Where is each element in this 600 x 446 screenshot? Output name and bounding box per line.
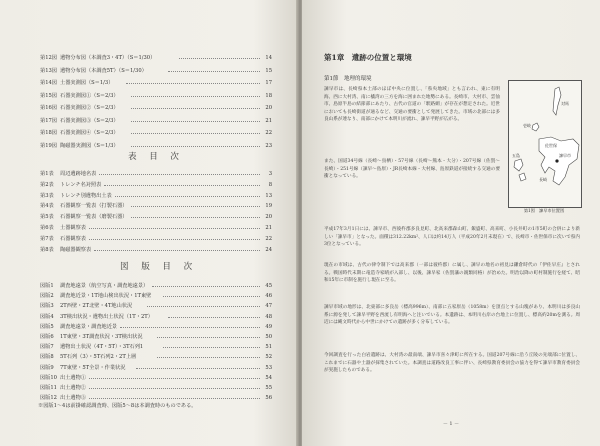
- isahaya-marker: [555, 159, 558, 162]
- toc-number: 図版1: [40, 283, 54, 289]
- leader-dots: [89, 398, 261, 399]
- map-label-goto: 五島: [512, 153, 520, 158]
- toc-text: 石器実測図③（S＝2/3）: [60, 117, 119, 124]
- toc-page: 17: [265, 80, 272, 86]
- leader-dots: [163, 296, 260, 297]
- toc-row: [40, 282, 272, 290]
- toc-row: [40, 142, 272, 150]
- toc-page: 56: [265, 395, 272, 402]
- toc-text: 周辺遺跡地名表: [60, 171, 97, 177]
- toc-text: 出土遺物②: [60, 385, 86, 391]
- chapter-title: 第1章 遺跡の位置と環境: [324, 53, 412, 62]
- leader-dots: [131, 133, 260, 134]
- toc-number: 図版11: [40, 385, 57, 391]
- toc-row: [40, 192, 272, 200]
- toc-text: 石器観察表: [60, 235, 86, 242]
- toc-text: 陶磁器観察表: [60, 246, 92, 253]
- leader-dots: [89, 388, 261, 389]
- toc-number: 図版12: [40, 395, 57, 402]
- map-label-isahaya: 諫早市: [559, 153, 571, 158]
- toc-page: 13: [265, 192, 272, 199]
- map-label-iki: 壱岐: [523, 123, 531, 128]
- toc-row: [40, 292, 272, 300]
- toc-number: 図版9: [40, 364, 54, 371]
- paragraph-6: 今回調査を行った白岩遺跡は、大村湾の最南端、諫早市喜々津町に所在する。国道207号線に沿う丘陵の先端部に位置し、これまでに石器や土器が採集されていた。本調査は道路改良工事に伴い、長崎県教育委員会の協力を得て諫早市教育委員会が実施したものである。: [324, 353, 580, 374]
- toc-number: 第7表: [40, 235, 54, 242]
- map-caption: 第1図 諫早市位置図: [523, 208, 565, 213]
- toc-page: 46: [265, 293, 272, 300]
- toc-number: 図版10: [40, 374, 57, 381]
- toc-text: 調査地遠景・調査地近景: [60, 323, 118, 330]
- toc-row: [40, 67, 272, 75]
- toc-page: 18: [265, 92, 272, 99]
- leader-dots: [179, 58, 260, 59]
- paragraph-4: 現在の市域は、古代の律令制下では高来郡（一部は彼杵郡）に属し、諫早の地名の初見は鎌倉時代の『伊佐早庄』とされる。戦国時代末期に竜造寺家晴が入部し、以後、諫早家（佐賀藩の親類同格）が治めた。明治以降の町村制施行を経て、昭和15年に市制を施行し現在に至る。: [324, 263, 580, 284]
- toc-number: 第1表: [40, 171, 54, 177]
- toc-page: 47: [265, 303, 272, 310]
- toc-row: [40, 181, 272, 189]
- toc-text: トレンチ名対照表: [60, 181, 102, 188]
- toc-number: 図版8: [40, 354, 54, 361]
- toc-text: 7T東壁・5T全景・作業状況: [60, 364, 126, 371]
- toc-page: 50: [265, 334, 272, 340]
- toc-text: 陶磁器実測図（S＝1/3）: [60, 142, 119, 149]
- leader-dots: [131, 121, 260, 122]
- toc-text: 3T検出状況・遺物出土状況（1T・2T）: [60, 313, 153, 320]
- toc-number: 第16図: [40, 105, 57, 111]
- toc-text: 遺物分布図（本調査3・4T）（S＝1/30）: [60, 55, 156, 61]
- toc-page: 20: [265, 105, 272, 111]
- toc-text: 調査地近景・1T地山検出状況・1T東壁: [60, 293, 152, 300]
- toc-row: [40, 313, 272, 321]
- toc-page: 19: [265, 203, 272, 210]
- toc-row: [40, 79, 272, 87]
- toc-row: [40, 117, 272, 125]
- toc-page: 21: [265, 117, 272, 124]
- leader-dots: [126, 83, 260, 84]
- toc-page: 51: [265, 344, 272, 351]
- toc-page: 48: [265, 313, 272, 320]
- toc-row: [40, 92, 272, 100]
- toc-number: 第3表: [40, 192, 54, 199]
- toc-number: 第8表: [40, 246, 54, 253]
- toc-text: 遺物出土状況（4T・5T）・3T石列1: [60, 344, 144, 351]
- leader-dots: [131, 206, 260, 207]
- toc-number: 第14図: [40, 80, 57, 86]
- map-label-sasebo: 佐世保: [545, 143, 557, 148]
- toc-page: 45: [265, 283, 272, 289]
- toc-page: 22: [265, 235, 272, 242]
- toc-number: 図版2: [40, 293, 54, 300]
- toc-page: 21: [265, 225, 272, 231]
- toc-text: 1T東壁・3T調査状況・3T検出状況: [60, 334, 143, 340]
- toc-page: 3: [268, 171, 272, 177]
- toc-number: 第12図: [40, 55, 57, 61]
- paragraph-5: 諫早市域の地形は、北東部に多良岳（標高996m）、南部に五家原岳（1058m）を頂点とする山塊があり、本明川は多良山系に源を発して諫早平野を西流し有明海へと注いでいる。本遺跡は、本明川右岸の台地上に位置し、標高約20mを測る。周辺には縄文時代から中世にかけての遺跡が多く分布している。: [324, 305, 580, 326]
- iki-island: [532, 123, 539, 131]
- toc-page: 22: [265, 130, 272, 136]
- toc-row: [40, 202, 272, 210]
- leader-dots: [168, 317, 260, 318]
- left-page: [0, 0, 298, 446]
- toc-row: [40, 353, 272, 361]
- leader-dots: [157, 357, 260, 358]
- map-label-tsushima: 対馬: [561, 101, 569, 106]
- toc-text: 土器観察表: [60, 225, 86, 231]
- location-map: [508, 80, 582, 208]
- toc-row: [40, 213, 272, 221]
- leader-dots: [99, 174, 260, 175]
- toc-row: [40, 104, 272, 112]
- toc-page: 20: [265, 214, 272, 221]
- toc-row: [40, 394, 272, 402]
- toc-number: 図版3: [40, 303, 54, 310]
- toc-page: 55: [265, 385, 272, 391]
- toc-page: 8: [268, 181, 272, 188]
- right-page: [302, 0, 600, 446]
- leader-dots: [115, 196, 260, 197]
- toc-page: 53: [265, 364, 272, 371]
- toc-page: 23: [265, 142, 272, 149]
- leader-dots: [89, 378, 261, 379]
- leader-dots: [131, 96, 260, 97]
- leader-dots: [131, 217, 260, 218]
- toc-page: 52: [265, 354, 272, 361]
- toc-row: [40, 246, 272, 254]
- section-title: 第1節 地理的環境: [324, 76, 372, 82]
- toc-number: 第13図: [40, 67, 57, 74]
- toc-row: [40, 343, 272, 351]
- leader-dots: [104, 185, 260, 186]
- toc-row: [40, 235, 272, 243]
- photo-list-title: 図 版 目 次: [120, 262, 198, 272]
- toc-text: 出土遺物③: [60, 395, 86, 402]
- table-list-title: 表 目 次: [128, 152, 184, 162]
- leader-dots: [131, 108, 260, 109]
- toc-text: 2T西壁・2T北壁・4T地山状況: [60, 303, 133, 310]
- leader-dots: [131, 146, 260, 147]
- toc-text: 土器実測図（S＝1/3）: [60, 80, 114, 86]
- toc-text: 調査地遠景（航空写真・調査地遠景）: [60, 283, 149, 289]
- map-label-nagasaki: 長崎: [539, 177, 547, 182]
- toc-row: [40, 54, 272, 62]
- leader-dots: [163, 347, 260, 348]
- toc-number: 第18図: [40, 130, 57, 136]
- toc-number: 第15図: [40, 92, 57, 99]
- toc-page: 14: [265, 55, 272, 61]
- toc-row: [40, 302, 272, 310]
- toc-text: 遺物分布図（本調査5T）（S＝1/30）: [60, 67, 147, 74]
- toc-text: 石器観察一覧表（打製石器）: [60, 203, 128, 210]
- toc-number: 第4表: [40, 203, 54, 210]
- toc-text: 石器観察一覧表（磨製石器）: [60, 214, 128, 221]
- toc-number: 図版4: [40, 313, 54, 320]
- leader-dots: [89, 228, 261, 229]
- leader-dots: [94, 250, 260, 251]
- toc-row: [40, 384, 272, 392]
- toc-number: 図版6: [40, 334, 54, 340]
- paragraph-1: 諫早市は、長崎県本土部のほぼ中央に位置し、「県央地域」とも言われ、東に有明海、西に大村湾、南に橘湾の三方を海に囲まれた地勢にある。長崎市、大村市、雲仙市、島原半島の結節部にあたり、古代の官道の「駅路網」が存在が想定された。近世においても長崎街道が通るなど、交通の要衝として発展してきた。市域の北部には多良山系が連なり、南部にかけて本明川が流れ、諫早平野が広がる。: [324, 87, 500, 123]
- leader-dots: [168, 71, 260, 72]
- toc-page: 24: [265, 246, 272, 253]
- tsushima-island: [553, 87, 561, 115]
- toc-row: [40, 323, 272, 331]
- toc-number: 第19図: [40, 142, 57, 149]
- leader-dots: [157, 337, 260, 338]
- goto-islands: [514, 159, 526, 181]
- toc-text: 5T石列（3）・5T石列2・2T上層: [60, 354, 137, 361]
- toc-text: 出土遺物①: [60, 374, 86, 381]
- toc-number: 図版7: [40, 344, 54, 351]
- footnote: ※図版1〜4は前掛確認調査時、図版5〜8は本調査時のものである。: [38, 403, 197, 409]
- leader-dots: [120, 327, 260, 328]
- page-number: － 1 －: [442, 421, 460, 427]
- toc-number: 第5表: [40, 214, 54, 221]
- toc-text: トレンチ別遺物出土表: [60, 192, 112, 199]
- toc-row: [40, 170, 272, 178]
- paragraph-2: また、国道34号線（長崎〜鳥栖）・57号線（長崎〜熊本・大分）・207号線（佐賀〜長崎）・251号線（諫早〜島原）・JR長崎本線・大村線、島原鉄道が接続する交通の要衝となっている。: [324, 159, 500, 180]
- toc-text: 石器実測図④（S＝2/3）: [60, 130, 119, 136]
- toc-page: 54: [265, 374, 272, 381]
- leader-dots: [147, 306, 260, 307]
- toc-text: 石器実測図②（S＝2/3）: [60, 105, 119, 111]
- toc-number: 第17図: [40, 117, 57, 124]
- toc-row: [40, 333, 272, 341]
- toc-row: [40, 374, 272, 382]
- toc-row: [40, 364, 272, 372]
- toc-row: [40, 129, 272, 137]
- leader-dots: [89, 239, 261, 240]
- toc-number: 図版5: [40, 323, 54, 330]
- paragraph-3: 平成17年3月1日には、諫早市、西彼杵郡多良見町、北高来郡森山町、飯盛町、高来町、小長井町の1市5町の合併により新しい「諫早市」となった。面積は312.22km²、人口は約14万人（平成20年2月末現在）で、長崎市・佐世保市に次いで県内3位となっている。: [324, 227, 580, 248]
- toc-page: 49: [265, 323, 272, 330]
- toc-page: 15: [265, 67, 272, 74]
- leader-dots: [152, 286, 260, 287]
- toc-number: 第2表: [40, 181, 54, 188]
- toc-number: 第6表: [40, 225, 54, 231]
- leader-dots: [136, 368, 260, 369]
- toc-text: 石器実測図①（S＝2/3）: [60, 92, 119, 99]
- toc-row: [40, 224, 272, 232]
